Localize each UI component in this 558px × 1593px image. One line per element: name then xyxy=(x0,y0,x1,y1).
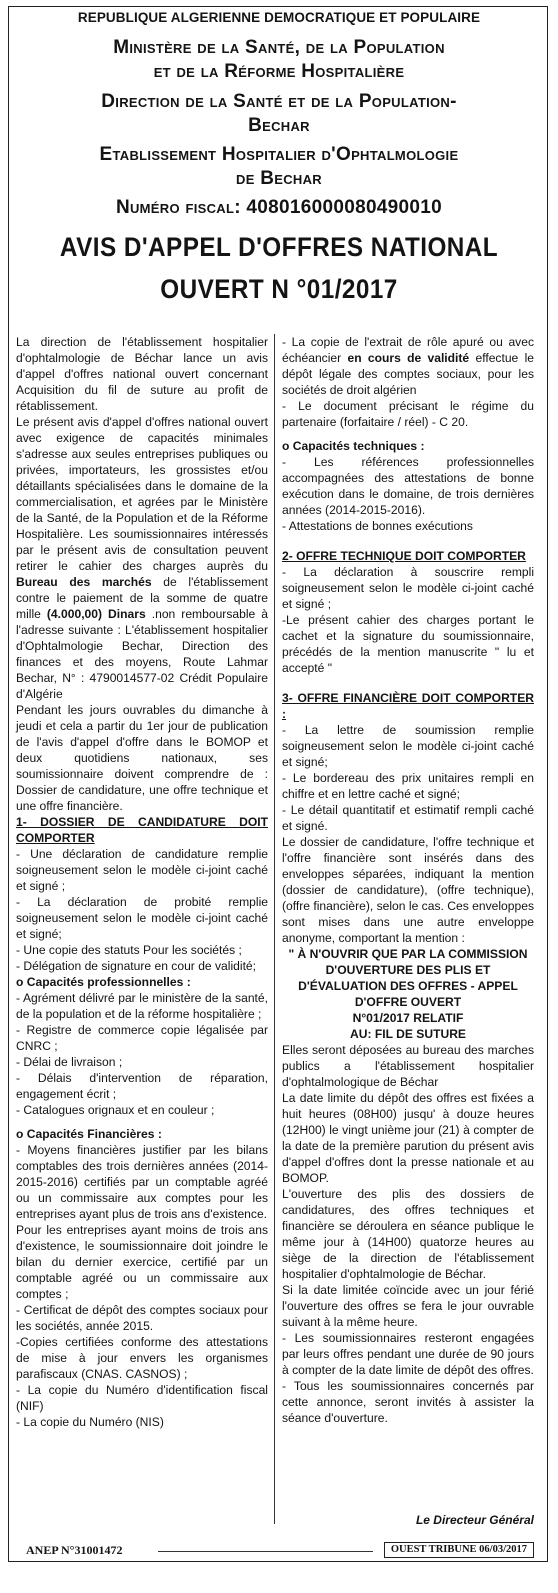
list-item: - Délégation de signature en cour de validité; xyxy=(16,959,257,973)
list-item: - La lettre de soumission remplie soigneusement selon le modèle ci-joint caché et signé; xyxy=(282,723,534,769)
list-item: - Les références professionnelles accompagnées des attestations de bonne exécution dans le domaine, de trois dernières années (2014-2015-2016). xyxy=(282,455,534,517)
section-technical-offer-heading: 2- OFFRE TECHNIQUE DOIT COMPORTER xyxy=(282,549,526,563)
list-item: - Délais d'intervention de réparation, engagement écrit ; xyxy=(16,1071,268,1101)
envelope-mention-line-2: N°01/2017 RELATIF xyxy=(352,1011,464,1025)
list-item: - La copie du Numéro d'identification fiscal (NIF) xyxy=(16,1383,268,1413)
list-item: - Le détail quantitatif et estimatif rempli caché et signé. xyxy=(282,803,534,833)
list-item: - La déclaration de probité remplie soigneusement selon le modèle ci-joint caché et signé; xyxy=(16,895,268,941)
list-item: - La déclaration à souscrire rempli soigneusement selon le modèle ci-joint caché et signé ; xyxy=(282,565,534,611)
notice-title-line-2: OUVERT N °01/2017 xyxy=(160,274,398,304)
list-item: - Une déclaration de candidature remplie soigneusement selon le modèle ci-joint caché et signé ; xyxy=(16,847,268,893)
holiday-paragraph: Si la date limitée coïncide avec un jour férié l'ouverture des offres se fera le jour ouvrable suivant à la même heure. xyxy=(282,1283,534,1329)
right-column xyxy=(282,334,534,1426)
republic-heading: REPUBLIQUE ALGERIENNE DEMOCRATIQUE ET POPULAIRE xyxy=(77,10,481,25)
spacer xyxy=(282,676,534,690)
spacer xyxy=(282,430,534,438)
publication-reference: OUEST TRIBUNE 06/03/2017 xyxy=(384,1542,534,1558)
list-item: - Une copie des statuts Pour les sociétés ; xyxy=(16,943,242,957)
list-item: - Attestations de bonnes exécutions xyxy=(282,519,473,533)
professional-capacities-heading: o Capacités professionnelles : xyxy=(16,975,191,989)
establishment-line-2: de Bechar xyxy=(236,168,322,189)
column-divider xyxy=(274,334,275,1524)
list-item: -Le présent cahier des charges portant le cachet et la signature du soumissionnaire, précédés de la mention manuscrite " lu et accepté " xyxy=(282,613,534,675)
anep-reference: ANEP N°31001472 xyxy=(26,1543,123,1557)
ministry-line-1: Ministère de la Santé, de la Population xyxy=(113,37,445,58)
list-item: - Moyens financières justifier par les bilans comptables des trois dernières années (2014-2015-2016) certifiés par un comptable agréé ou un commissaire aux comptes pour les entreprises ayant plus de trois ans d'existence. xyxy=(16,1143,268,1221)
list-item: - Le document précisant le régime du partenaire (forfaitaire / réel) - C 20. xyxy=(282,399,534,429)
signature-title: Le Directeur Général xyxy=(415,1513,534,1527)
left-column xyxy=(16,334,268,1430)
spacer xyxy=(282,534,534,548)
notice-title-line-1: AVIS D'APPEL D'OFFRES NATIONAL xyxy=(59,232,499,262)
footer-rule xyxy=(158,1551,373,1552)
list-item: - Agrément délivré par le ministère de la santé, de la population et de la réforme hospitalière ; xyxy=(16,991,268,1021)
envelopes-paragraph: Le dossier de candidature, l'offre technique et l'offre financière sont insérés dans des enveloppes séparées, indiquant la mention (dossier de candidature), (offre technique), (offre financière), selon le cas. Ces enveloppes sont mises dans une autre enveloppe anonyme, comportant la mention : xyxy=(282,835,534,945)
list-item: - Tous les soumissionnaires concernés par cette annonce, seront invités à assister la séance d'ouverture. xyxy=(282,1379,534,1425)
envelope-mention-line-1: " À N'OUVRIR QUE PAR LA COMMISSION D'OUVERTURE DES PLIS ET D'ÉVALUATION DES OFFRES - APPEL D'OFFRE OUVERT xyxy=(288,947,528,1009)
opening-paragraph: L'ouverture des plis des dossiers de candidatures, des offres techniques et financière se déroulera en séance publique le même jour à (14H00) quatorze heures au siège de la direction de l'établissement hospitalier d'ophtalmologie de Béchar. xyxy=(282,1187,534,1281)
section-candidature-heading: 1- DOSSIER DE CANDIDATURE DOIT COMPORTER xyxy=(16,815,268,845)
direction-line-2: Bechar xyxy=(248,115,310,136)
direction-line-1: Direction de la Santé et de la Population- xyxy=(101,91,457,112)
schedule-paragraph: Pendant les jours ouvrables du dimanche à jeudi et cela a partir du 1er jour de publication de l'avis d'appel d'offre dans le BOMOP et deux quotidiens nationaux, ses soumissionnaire doivent comprendre de : Dossier de candidature, une offre technique et une offre financière. xyxy=(16,703,268,813)
list-item: Pour les entreprises ayant moins de trois ans d'existence, le soumissionnaire doit joindre le bilan du dernier exercice, certifié par un comptable agréé ou un commissaire aux comptes ; xyxy=(16,1223,268,1301)
deadline-paragraph: La date limite du dépôt des offres est fixées a huit heures (08H00) jusqu' à douze heures (12H00) le vingt unième jour (21) à compter de la date de la première parution du présent avis d'appel d'offres dont la presse nationale et au BOMOP. xyxy=(282,1091,534,1185)
deposit-paragraph: Elles seront déposées au bureau des marches publics a l'établissement hospitalier d'ophtalmologique de Béchar xyxy=(282,1043,534,1089)
list-item: - Délai de livraison ; xyxy=(16,1055,123,1069)
envelope-mention-line-3: AU: FIL DE SUTURE xyxy=(349,1027,466,1041)
section-financial-offer-heading: 3- OFFRE FINANCIÈRE DOIT COMPORTER : xyxy=(282,691,534,721)
establishment-line-1: Etablissement Hospitalier d'Ophtalmologie xyxy=(99,144,459,165)
footer-bar xyxy=(8,1540,548,1562)
list-item: -Copies certifiées conforme des attestations de mise à jour envers les organismes parafiscaux (CNAS. CASNOS) ; xyxy=(16,1335,268,1381)
list-item: - Le bordereau des prix unitaires rempli en chiffre et en lettre caché et signé; xyxy=(282,771,534,801)
ministry-line-2: et de la Réforme Hospitalière xyxy=(153,61,405,82)
list-item: - Certificat de dépôt des comptes sociaux pour les sociétés, année 2015. xyxy=(16,1303,268,1333)
list-item: - La copie du Numéro (NIS) xyxy=(16,1415,164,1429)
list-item: - Registre de commerce copie légalisée par CNRC ; xyxy=(16,1023,268,1053)
list-item: - La copie de l'extrait de rôle apuré ou avec échéancier en cours de validité effectue le dépôt légale des comptes sociaux, pour les sociétés de droit algérien xyxy=(282,335,534,397)
list-item: - Les soumissionnaires resteront engagées par leurs offres pendant une durée de 90 jours à compter de la date limite de dépôt des offres. xyxy=(282,1331,534,1377)
list-item: - Catalogues orignaux et en couleur ; xyxy=(16,1103,215,1117)
intro-paragraph: La direction de l'établissement hospitalier d'ophtalmologie de Béchar lance un avis d'appel d'offres national ouvert concernant Acquisition du fil de suture au profit de rétablissement. xyxy=(16,335,268,413)
technical-capacities-heading: o Capacités techniques : xyxy=(282,439,425,453)
fiscal-number: Numéro fiscal: 408016000080490010 xyxy=(115,197,443,218)
eligibility-paragraph: Le présent avis d'appel d'offres national ouvert avec exigence de capacités minimales s'adresse aux seules entreprises publiques ou privées, importateurs, les grossistes et/ou détaillants spécialisées dans le domaine de la commercialisation, et agrées par le Ministère de la Santé, de la Population et de la Réforme Hospitalière. Les soumissionnaires intéressés par le présent avis de consultation peuvent retirer le cahier des charges auprès du Bureau des marchés de l'établissement contre le paiement de la somme de quatre mille (4.000,00) Dinars .non remboursable à l'adresse suivante : L'établissement hospitalier d'Ophtalmologie Bechar, Direction des finances et des moyens, Route Lahmar Bechar, N° : 4790014577-02 Crédit Populaire d'Algérie xyxy=(16,415,268,701)
financial-capacities-heading: o Capacités Financières : xyxy=(16,1127,162,1141)
spacer xyxy=(16,1118,268,1126)
